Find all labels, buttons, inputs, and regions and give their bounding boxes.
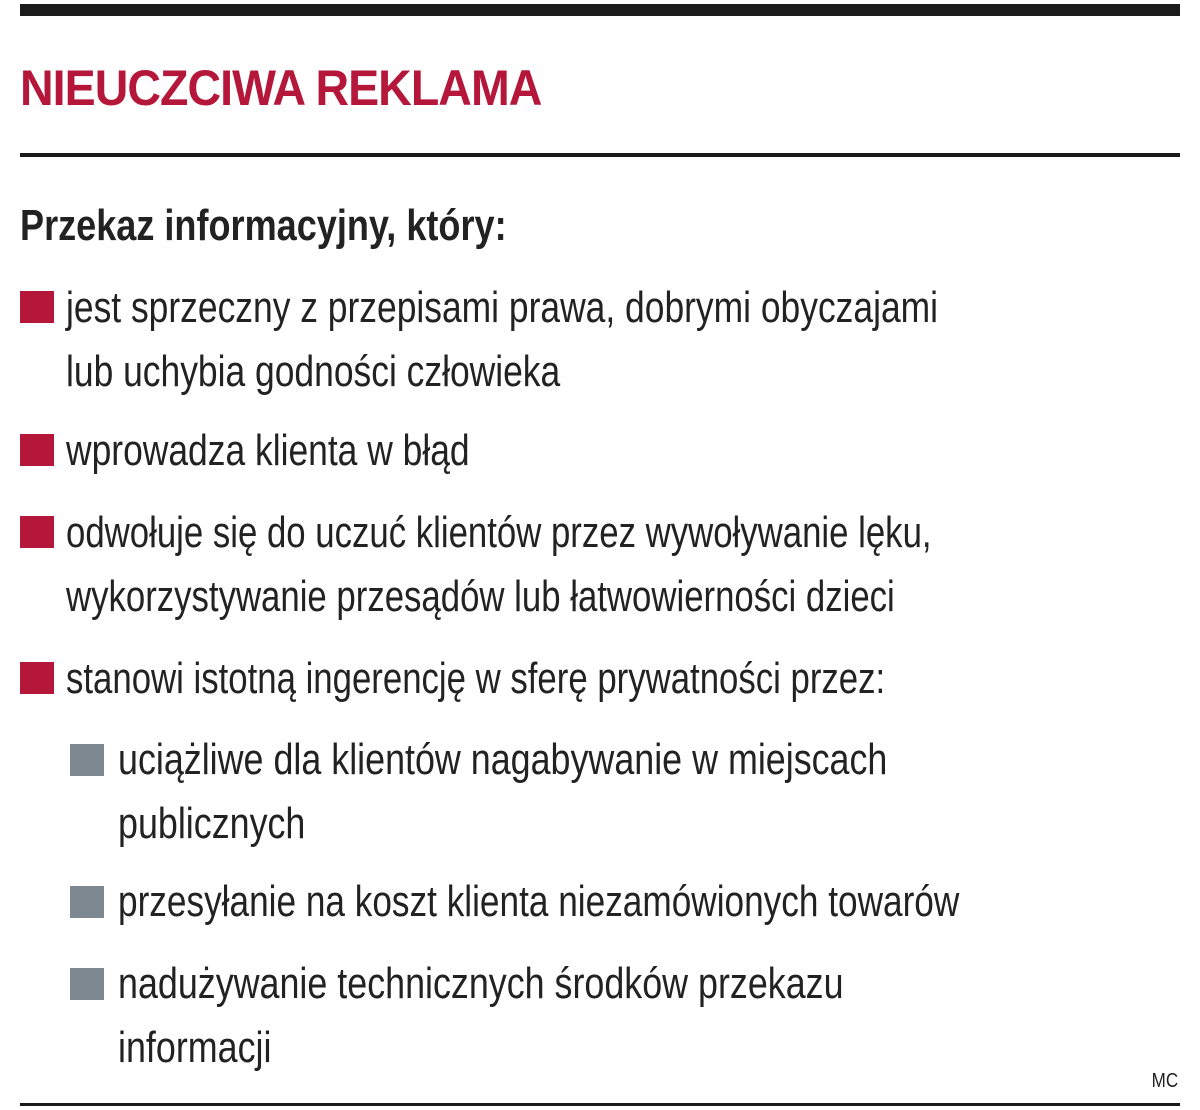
grey-square-bullet-icon xyxy=(70,968,104,1000)
list-item-line: jest sprzeczny z przepisami prawa, dobrymi obyczajami xyxy=(66,283,939,332)
list-item-text xyxy=(66,419,470,483)
red-square-bullet-icon xyxy=(20,662,54,694)
title: NIEUCZCIWA REKLAMA xyxy=(20,60,542,116)
list-item-text xyxy=(66,276,938,404)
sub-list-item-line: uciążliwe dla klientów nagabywanie w miejscach xyxy=(118,735,888,784)
title-rule xyxy=(20,153,1180,157)
list-item-line: wykorzystywanie przesądów lub łatwowierności dzieci xyxy=(66,572,895,621)
sub-list-item-text xyxy=(118,728,887,856)
top-rule xyxy=(20,4,1180,16)
grey-square-bullet-icon xyxy=(70,744,104,776)
list-item-line: stanowi istotną ingerencję w sferę prywatności przez: xyxy=(66,654,886,703)
list-item-line: lub uchybia godności człowieka xyxy=(66,347,561,396)
bottom-rule xyxy=(20,1103,1180,1106)
red-square-bullet-icon xyxy=(20,291,54,323)
red-square-bullet-icon xyxy=(20,434,54,466)
red-square-bullet-icon xyxy=(20,516,54,548)
list-item-line: odwołuje się do uczuć klientów przez wywoływanie lęku, xyxy=(66,508,932,557)
grey-square-bullet-icon xyxy=(70,886,104,918)
source-credit: MC xyxy=(1151,1070,1178,1092)
sub-list-item-line: informacji xyxy=(118,1023,272,1072)
sub-list-item-text xyxy=(118,952,844,1080)
sub-list-item-line: publicznych xyxy=(118,799,306,848)
sub-list-item-line: przesyłanie na koszt klienta niezamówionych towarów xyxy=(118,877,960,926)
lead-text: Przekaz informacyjny, który: xyxy=(20,201,507,250)
list-item-text xyxy=(66,647,885,711)
sub-list-item-line: nadużywanie technicznych środków przekazu xyxy=(118,959,844,1008)
list-item-line: wprowadza klienta w błąd xyxy=(66,426,470,475)
sub-list-item-text xyxy=(118,870,959,934)
list-item-text xyxy=(66,501,932,629)
